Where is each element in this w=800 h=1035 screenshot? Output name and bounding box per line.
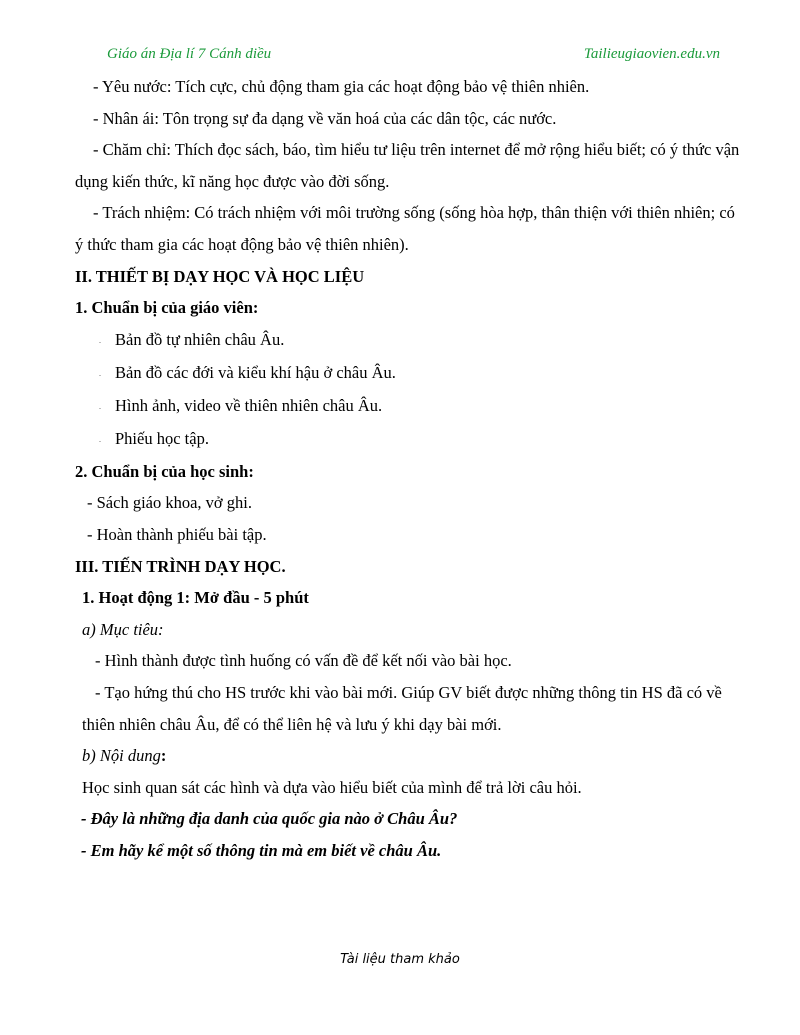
header-right-site: Tailieugiaovien.edu.vn [583,46,720,62]
question-1: - Đây là những địa danh của quốc gia nào ở Châu Âu? [81,809,458,829]
bullet-icon: . [99,336,101,346]
objective-item: - Tạo hứng thú cho HS trước khi vào bài mới. Giúp GV biết được những thông tin HS đã có về thiên nhiên châu Âu, để có thể liên hệ và lưu ý khi dạy bài mới. [82,682,722,734]
teacher-item: . Phiếu học tập. [75,423,747,456]
quality-kindness: - Nhân ái: Tôn trọng sự đa dạng về văn hoá của các dân tộc, các nước. [93,108,557,128]
quality-patriotism: - Yêu nước: Tích cực, chủ động tham gia các hoạt động bảo vệ thiên nhiên. [93,77,590,96]
content-label: b) Nội dung [82,746,161,766]
document-body [75,71,747,867]
content-text: Học sinh quan sát các hình và dựa vào hiểu biết của mình để trả lời câu hỏi. [82,777,582,797]
teacher-prep-heading: 1. Chuẩn bị của giáo viên: [75,298,259,318]
objective-item: - Hình thành được tình huống có vấn đề để kết nối vào bài học. [95,651,512,671]
teacher-item: . Hình ảnh, video về thiên nhiên châu Âu. [75,390,747,423]
bullet-icon: . [99,369,101,379]
page-footer: Tài liệu tham khảo [340,952,460,967]
quality-responsibility: - Trách nhiệm: Có trách nhiệm với môi trường sống (sống hòa hợp, thân thiện với thiên nhiên; có ý thức tham gia các hoạt động bảo vệ thiên nhiên). [75,203,735,254]
student-prep-heading: 2. Chuẩn bị của học sinh: [75,461,254,481]
student-item: - Sách giáo khoa, vở ghi. [87,493,252,513]
activity1-heading: 1. Hoạt động 1: Mở đầu - 5 phút [82,588,309,608]
section3-heading: III. TIẾN TRÌNH DẠY HỌC. [75,556,286,576]
quality-diligence: - Chăm chỉ: Thích đọc sách, báo, tìm hiểu tư liệu trên internet để mở rộng hiểu biết; có ý thức vận dụng kiến thức, kĩ năng học được vào đời sống. [75,140,740,191]
teacher-item: . Bản đồ tự nhiên châu Âu. [75,324,747,357]
section2-heading: II. THIẾT BỊ DẠY HỌC VÀ HỌC LIỆU [75,266,365,286]
bullet-icon: . [99,435,101,445]
teacher-item: . Bản đồ các đới và kiểu khí hậu ở châu Âu. [75,357,747,390]
student-item: - Hoàn thành phiếu bài tập. [87,525,267,544]
objective-label: a) Mục tiêu: [82,619,164,639]
header-left-title: Giáo án Địa lí 7 Cánh diều [107,46,272,62]
question-2: - Em hãy kể một số thông tin mà em biết về châu Âu. [81,840,442,860]
content-label-line: b) Nội dung: [82,746,167,766]
bullet-icon: . [99,402,101,412]
